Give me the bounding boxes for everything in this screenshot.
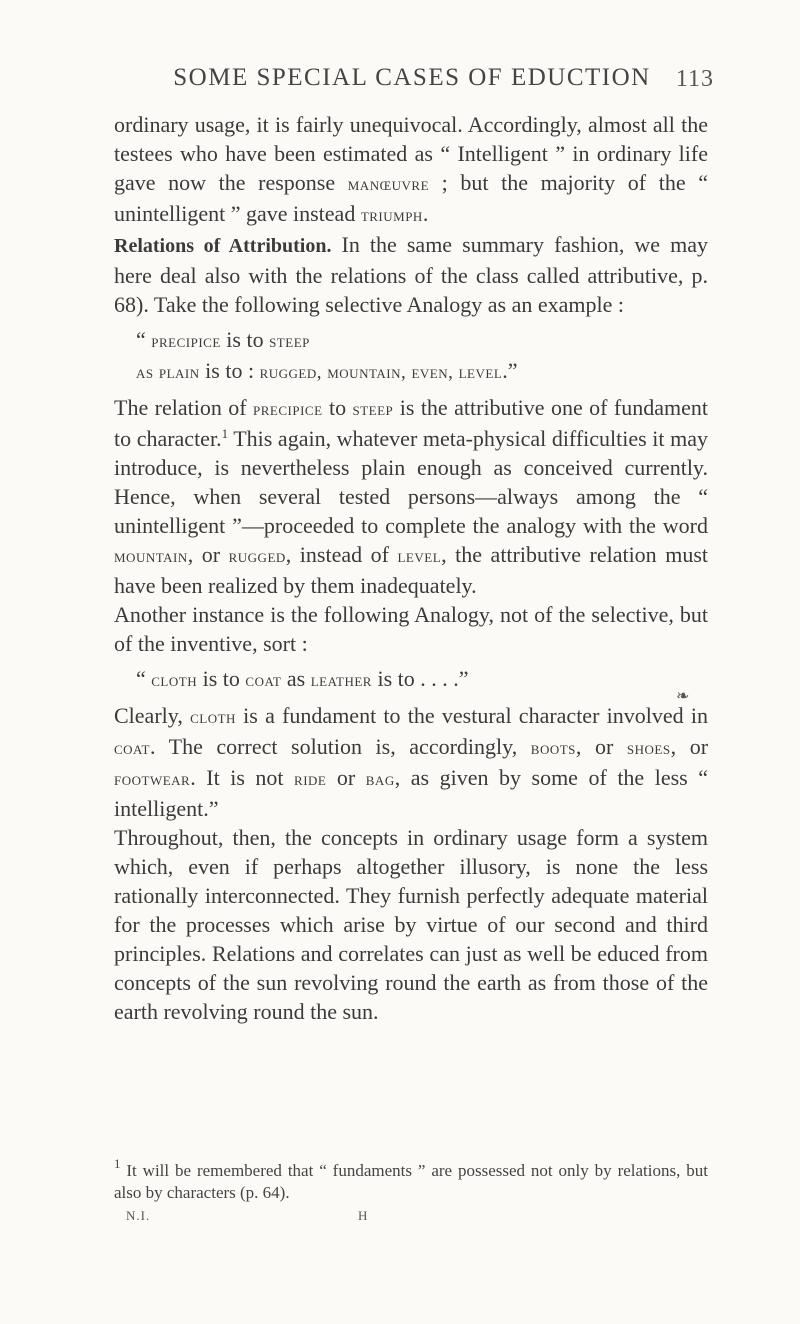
text-run: , or (575, 734, 627, 759)
text-run: , or (187, 542, 229, 567)
footnote-marker: 1 (114, 1156, 121, 1171)
running-title: SOME SPECIAL CASES OF EDUCTION (173, 64, 651, 91)
page-number: 113 (675, 66, 714, 92)
text-run: is to (197, 666, 246, 691)
text-run: The relation of (114, 395, 254, 420)
text-run: ordinary usage, it is fairly unequivocal. Accordingly, almost all the testees who have been estimated as “ Intelligent ” in ordinary life gave now the response (114, 112, 708, 195)
small-caps-term: steep (352, 399, 394, 420)
small-caps-term: as plain (136, 362, 200, 383)
text-run: is to : (199, 358, 260, 383)
text-run: This again, whatever meta-physical difficulties it may introduce, is nevertheless plain enough as conceived currently. Hence, when several tested persons—always among the “ unintelligent ”—proceeded to complete the analogy with the word (114, 426, 708, 538)
footnote-reference: 1 (221, 426, 229, 441)
small-caps-term: mountain (114, 546, 188, 567)
text-run: In the same summary fashion, we may here deal also with the relations of the class called attributive, p. 68). Take the following selective Analogy as an example : (114, 232, 708, 317)
text-run: as (281, 666, 311, 691)
small-caps-term: coat (245, 670, 282, 691)
footnote (114, 1156, 708, 1204)
running-header (110, 64, 714, 104)
paragraph: Another instance is the following Analogy, not of the selective, but of the inventive, sort : (114, 602, 708, 656)
small-caps-term: level (397, 546, 442, 567)
paragraph (114, 701, 708, 823)
small-caps-term: cloth (190, 707, 236, 728)
paragraph: Throughout, then, the concepts in ordinary usage form a system which, even if perhaps altogether illusory, is none the less rationally interconnected. They furnish perfectly adequate material for the processes which arise by virtue of our second and third principles. Relations and correlates can just as well be educed from concepts of the sun revolving round the earth as from those of the earth revolving round the sun. (114, 825, 708, 1024)
small-caps-term: rugged, mountain, even, level (259, 362, 503, 383)
small-caps-term: coat (114, 738, 150, 759)
small-caps-term: ride (294, 769, 327, 790)
paragraph (114, 393, 708, 600)
small-caps-term: leather (310, 670, 372, 691)
block-quote (114, 325, 708, 387)
text-run: “ (136, 327, 152, 352)
text-run: .” (502, 358, 518, 383)
small-caps-term: manœuvre (347, 174, 430, 195)
footnote-text (114, 1156, 708, 1204)
small-caps-term: shoes (626, 738, 671, 759)
text-run: to (322, 395, 353, 420)
text-run: . (422, 201, 429, 226)
text-run: , as given by some of the less “ intelligent.” (114, 765, 709, 821)
text-run: , the attributive relation must have been realized by them inadequately. (114, 542, 708, 598)
paragraph (114, 110, 708, 230)
signature-right: H (358, 1208, 369, 1223)
small-caps-term: precipice (253, 399, 323, 420)
quote-line (136, 356, 708, 387)
text-run: is a fundament to the vestural character involved in (235, 703, 708, 728)
text-run: , instead of (285, 542, 398, 567)
text-run: . The correct solution is, accordingly, (149, 734, 531, 759)
printers-ornament-icon: ❧ (676, 688, 690, 705)
text-run: ; but the majority of the “ unintelligent ” gave instead (114, 170, 708, 226)
text-run: Clearly, (114, 703, 191, 728)
small-caps-term: bag (365, 769, 395, 790)
quote-line (136, 325, 708, 356)
text-run: or (326, 765, 366, 790)
text-run: is the attributive one of fundament to character. (114, 395, 708, 451)
signature-left: N.I. (126, 1208, 151, 1223)
small-caps-term: footwear (114, 769, 191, 790)
small-caps-term: precipice (151, 331, 221, 352)
small-caps-term: triumph (360, 205, 423, 226)
text-run: is to (220, 327, 270, 352)
small-caps-term: boots (530, 738, 576, 759)
small-caps-term: steep (269, 331, 310, 352)
body-text (114, 110, 708, 1026)
block-quote (114, 664, 708, 695)
text-run: . It is not (190, 765, 295, 790)
text-run: It will be remembered that “ fundaments ” are possessed not only by relations, but also by characters (p. 64). (114, 1161, 708, 1202)
text-run: “ (136, 666, 152, 691)
paragraph (114, 230, 708, 319)
small-caps-term: rugged (228, 546, 286, 567)
section-heading: Relations of Attribution. (114, 235, 332, 257)
text-run: is to . . . .” (371, 666, 469, 691)
text-run: , or (670, 734, 709, 759)
small-caps-term: cloth (151, 670, 198, 691)
